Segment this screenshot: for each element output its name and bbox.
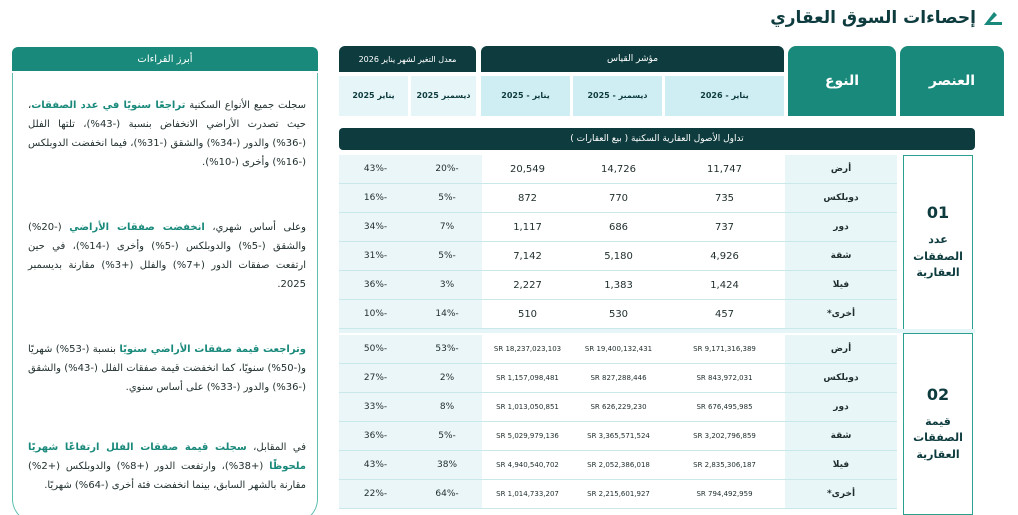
- value-jan-2026: 794,492,959 SR: [664, 480, 785, 508]
- value-jan-2025: 5,029,979,136 SR: [482, 422, 573, 450]
- table-row: [339, 300, 897, 329]
- column-header-element: العنصر: [900, 46, 1004, 116]
- row-type: فيلا: [785, 451, 897, 479]
- subheader-jan-2026: يناير - 2026: [665, 76, 784, 116]
- value-jan-2026: 676,495,985 SR: [664, 393, 785, 421]
- change-vs-jan-2025: -27%: [339, 364, 412, 392]
- value-dec-2025: 2,052,386,018 SR: [573, 451, 664, 479]
- value-jan-2026: 1,424: [664, 271, 785, 299]
- subheader-dec-2025: ديسمبر - 2025: [573, 76, 662, 116]
- value-jan-2025: 510: [482, 300, 573, 328]
- table-row: [339, 422, 897, 451]
- change-vs-dec-2025: -53%: [412, 335, 482, 363]
- group-label: عدد الصفقات العقارية: [913, 233, 963, 280]
- table-row: [339, 271, 897, 300]
- change-vs-jan-2025: -33%: [339, 393, 412, 421]
- row-type: أرض: [785, 335, 897, 363]
- value-jan-2026: 735: [664, 184, 785, 212]
- value-jan-2026: 4,926: [664, 242, 785, 270]
- reading-4-text-a: في المقابل،: [246, 442, 306, 453]
- table-row: [339, 451, 897, 480]
- change-vs-dec-2025: 3%: [412, 271, 482, 299]
- value-dec-2025: 5,180: [573, 242, 664, 270]
- value-jan-2026: 2,835,306,187 SR: [664, 451, 785, 479]
- row-type: شقة: [785, 422, 897, 450]
- value-jan-2025: 7,142: [482, 242, 573, 270]
- table-row: [339, 184, 897, 213]
- row-type: دور: [785, 393, 897, 421]
- value-dec-2025: 1,383: [573, 271, 664, 299]
- change-vs-jan-2025: -16%: [339, 184, 412, 212]
- table-row: [339, 364, 897, 393]
- change-vs-jan-2025: -43%: [339, 451, 412, 479]
- change-vs-dec-2025: -5%: [412, 184, 482, 212]
- page-header: [770, 8, 1004, 28]
- brand-chevron-icon: [982, 9, 1004, 27]
- change-vs-jan-2025: -36%: [339, 271, 412, 299]
- row-type: أخرى*: [785, 300, 897, 328]
- reading-2-text-a: وعلى أساس شهري،: [204, 222, 306, 233]
- value-jan-2026: 11,747: [664, 155, 785, 183]
- row-type: شقة: [785, 242, 897, 270]
- group-transactions-value: [903, 333, 973, 515]
- column-header-type: النوع: [788, 46, 896, 116]
- table-row: [339, 213, 897, 242]
- value-jan-2026: 737: [664, 213, 785, 241]
- table-row: [339, 335, 897, 364]
- value-jan-2026: 457: [664, 300, 785, 328]
- row-type: دور: [785, 213, 897, 241]
- page-title: إحصاءات السوق العقاري: [770, 8, 976, 28]
- group-1-rows: [339, 155, 897, 330]
- row-type: دوبلكس: [785, 184, 897, 212]
- subheader-change-jan-2025: يناير 2025: [339, 76, 408, 116]
- value-dec-2025: 626,229,230 SR: [573, 393, 664, 421]
- subheader-jan-2025: يناير - 2025: [481, 76, 570, 116]
- value-jan-2025: 18,237,023,103 SR: [482, 335, 573, 363]
- subheader-change-dec-2025: ديسمبر 2025: [411, 76, 476, 116]
- value-dec-2025: 2,215,601,927 SR: [573, 480, 664, 508]
- change-vs-dec-2025: -20%: [412, 155, 482, 183]
- value-jan-2025: 2,227: [482, 271, 573, 299]
- change-vs-jan-2025: -50%: [339, 335, 412, 363]
- row-type: أرض: [785, 155, 897, 183]
- row-type: أخرى*: [785, 480, 897, 508]
- value-dec-2025: 14,726: [573, 155, 664, 183]
- row-type: دوبلكس: [785, 364, 897, 392]
- group-number: 02: [926, 384, 950, 404]
- change-vs-dec-2025: 8%: [412, 393, 482, 421]
- readings-header: أبرز القراءات: [12, 47, 318, 71]
- value-jan-2025: 872: [482, 184, 573, 212]
- table-row: [339, 155, 897, 184]
- value-jan-2026: 843,972,031 SR: [664, 364, 785, 392]
- metric-header: مؤشر القياس: [481, 46, 784, 72]
- reading-3-highlight: وتراجعت قيمة صفقات الأراضي سنويًا: [119, 344, 307, 355]
- change-vs-jan-2025: -36%: [339, 422, 412, 450]
- value-dec-2025: 827,288,446 SR: [573, 364, 664, 392]
- change-vs-jan-2025: -22%: [339, 480, 412, 508]
- change-rate-header: معدل التغير لشهر يناير 2026: [339, 46, 476, 72]
- table-row: [339, 393, 897, 422]
- reading-2-highlight: انخفضت صفقات الأراضي: [69, 222, 205, 233]
- change-vs-jan-2025: -10%: [339, 300, 412, 328]
- value-dec-2025: 770: [573, 184, 664, 212]
- reading-paragraph-2: [28, 218, 306, 294]
- reading-4-highlight: سجلت قيمة صفقات الفلل ارتفاعًا شهريًا ملحوظًا: [28, 442, 306, 472]
- reading-4-text-b: (+38%)، وارتفعت الدور (+8%) والدوبلكس (+2%) مقارنة بالشهر السابق، بينما انخفضت فئة أخرى (-64%) شهريًا.: [28, 461, 306, 491]
- group-label: قيمة الصفقات العقارية: [913, 414, 963, 461]
- reading-1-text-b: ، حيث تصدرت الأراضي الانخفاض بنسبة (-43%)، تلتها الفلل (-36%) والدور (-34%) والشقق (-31%)، فيما انخفضت الدوبلكس (-16%) وأخرى (-10%).: [28, 100, 306, 168]
- value-jan-2025: 4,940,540,702 SR: [482, 451, 573, 479]
- change-vs-dec-2025: 7%: [412, 213, 482, 241]
- value-dec-2025: 530: [573, 300, 664, 328]
- row-type: فيلا: [785, 271, 897, 299]
- section-title-bar: تداول الأصول العقارية السكنية ( بيع العقارات ): [339, 128, 975, 150]
- change-vs-dec-2025: -14%: [412, 300, 482, 328]
- group-transactions-count: [903, 155, 973, 330]
- change-vs-jan-2025: -31%: [339, 242, 412, 270]
- value-jan-2025: 1,117: [482, 213, 573, 241]
- reading-3-text-b: بنسبة (-53%) شهريًا و(-50%) سنويًا، كما انخفضت قيمة صفقات الفلل (-43%) والشقق (-36%) والدور (-33%) على أساس سنوي.: [28, 344, 306, 393]
- change-vs-dec-2025: 2%: [412, 364, 482, 392]
- value-jan-2025: 1,013,050,851 SR: [482, 393, 573, 421]
- value-dec-2025: 3,365,571,524 SR: [573, 422, 664, 450]
- change-vs-dec-2025: -5%: [412, 422, 482, 450]
- group-number: 01: [926, 203, 950, 223]
- change-vs-dec-2025: -5%: [412, 242, 482, 270]
- change-vs-dec-2025: 38%: [412, 451, 482, 479]
- value-jan-2026: 3,202,796,859 SR: [664, 422, 785, 450]
- change-vs-jan-2025: -43%: [339, 155, 412, 183]
- reading-paragraph-3: [28, 340, 306, 397]
- value-jan-2026: 9,171,316,389 SR: [664, 335, 785, 363]
- value-jan-2025: 1,157,098,481 SR: [482, 364, 573, 392]
- reading-1-text-a: سجلت جميع الأنواع السكنية: [185, 100, 306, 111]
- reading-paragraph-4: [28, 438, 306, 495]
- reading-paragraph-1: [28, 96, 306, 172]
- table-row: [339, 242, 897, 271]
- group-2-rows: [339, 335, 897, 515]
- reading-2-text-b: (-20%) والشقق (-5%) والدوبلكس (-5%) وأخرى (-14%)، في حين ارتفعت صفقات الدور (+7%) والفلل (+3%) مقارنة بديسمبر 2025.: [28, 222, 306, 290]
- value-jan-2025: 1,014,733,207 SR: [482, 480, 573, 508]
- value-jan-2025: 20,549: [482, 155, 573, 183]
- value-dec-2025: 686: [573, 213, 664, 241]
- value-dec-2025: 19,400,132,431 SR: [573, 335, 664, 363]
- change-vs-dec-2025: -64%: [412, 480, 482, 508]
- change-vs-jan-2025: -34%: [339, 213, 412, 241]
- table-row: [339, 480, 897, 509]
- reading-1-highlight: تراجعًا سنويًا في عدد الصفقات: [31, 100, 186, 111]
